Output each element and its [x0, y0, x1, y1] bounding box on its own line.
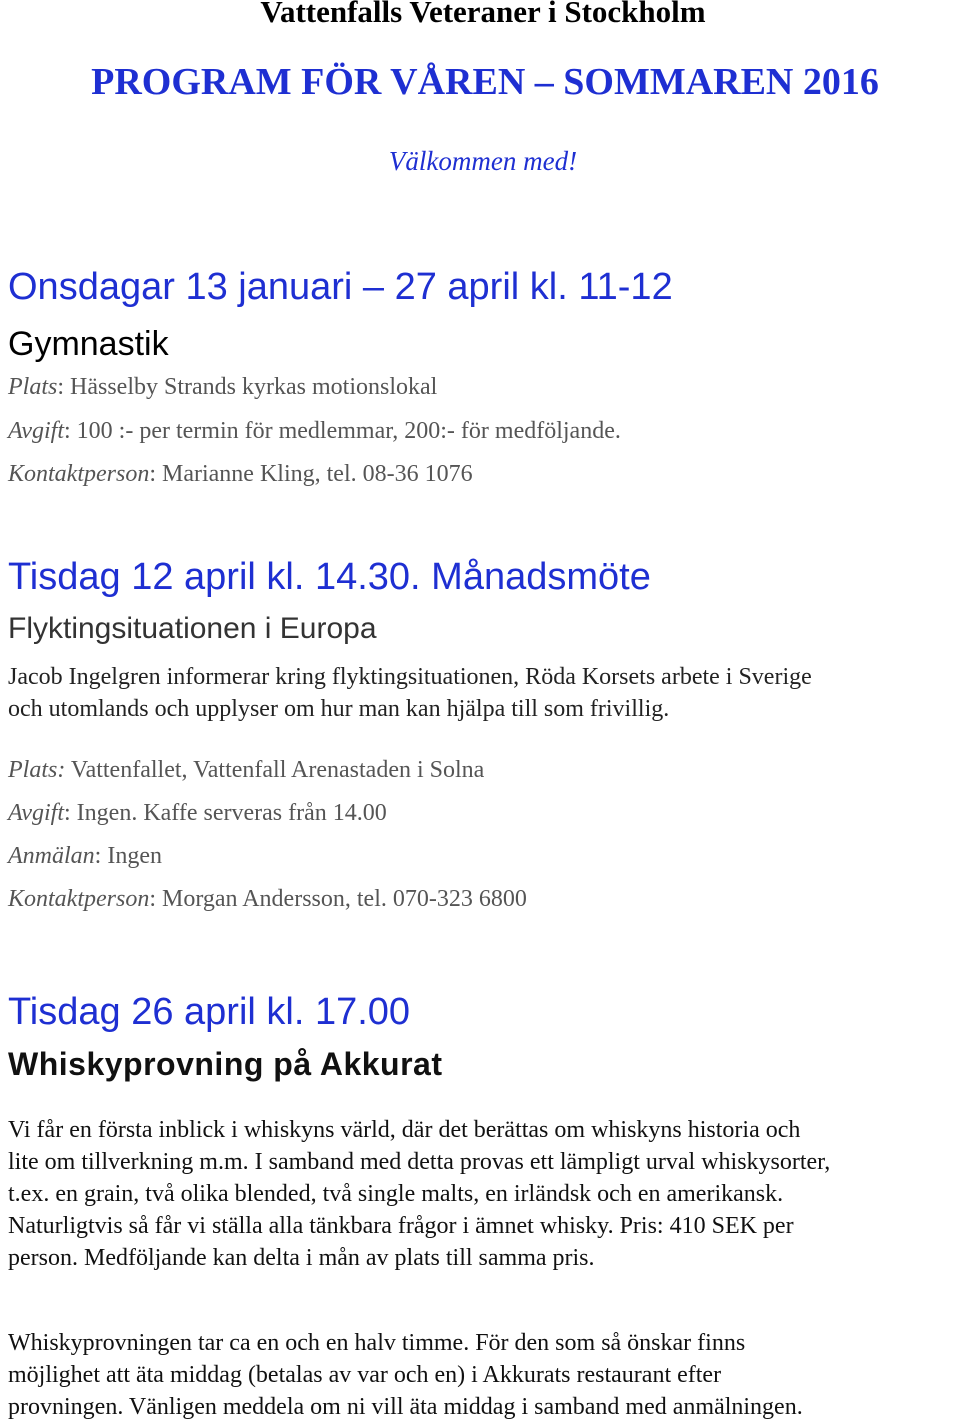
meeting-description-line: och utomlands och upplyser om hur man kan hjälpa till som frivillig. [8, 696, 670, 722]
signup-value: : Ingen [94, 843, 162, 869]
meeting-contact [8, 886, 527, 913]
contact-value: : Marianne Kling, tel. 08-36 1076 [149, 461, 473, 487]
meeting-title: Flyktingsituationen i Europa [8, 612, 377, 645]
place-value: : Hässelby Strands kyrkas motionslokal [57, 374, 438, 400]
meeting-fee [8, 800, 387, 827]
gymnastics-date: Onsdagar 13 januari – 27 april kl. 11-12 [8, 266, 673, 308]
welcome-text: Välkommen med! [388, 146, 578, 176]
fee-label: Avgift [8, 418, 64, 444]
whisky-paragraph-line: provningen. Vänligen meddela om ni vill äta middag i samband med anmälningen. [8, 1394, 803, 1420]
fee-value: : 100 :- per termin för medlemmar, 200:- för medföljande. [64, 418, 621, 444]
fee-label: Avgift [8, 800, 64, 826]
whisky-date: Tisdag 26 april kl. 17.00 [8, 991, 411, 1033]
signup-label: Anmälan [8, 843, 95, 869]
program-title: PROGRAM FÖR VÅREN – SOMMAREN 2016 [91, 61, 879, 103]
gymnastics-place [8, 374, 437, 401]
whisky-paragraph-line: person. Medföljande kan delta i mån av plats till samma pris. [8, 1245, 595, 1271]
meeting-signup [8, 843, 162, 870]
place-value: Vattenfallet, Vattenfall Arenastaden i Solna [65, 757, 485, 783]
gymnastics-title: Gymnastik [8, 325, 169, 363]
whisky-paragraph-line: Naturligtvis så får vi ställa alla tänkbara frågor i ämnet whisky. Pris: 410 SEK per [8, 1213, 794, 1239]
whisky-paragraph-line: möjlighet att äta middag (betalas av var och en) i Akkurats restaurant efter [8, 1362, 722, 1388]
fee-value: : Ingen. Kaffe serveras från 14.00 [64, 800, 387, 826]
meeting-place [8, 757, 484, 784]
whisky-title: Whiskyprovning på Akkurat [8, 1046, 443, 1082]
meeting-date: Tisdag 12 april kl. 14.30. Månadsmöte [8, 556, 651, 598]
whisky-paragraph-line: lite om tillverkning m.m. I samband med detta provas ett lämpligt urval whiskysorter, [8, 1149, 831, 1175]
contact-label: Kontaktperson [8, 461, 150, 487]
gymnastics-fee [8, 418, 621, 445]
contact-value: : Morgan Andersson, tel. 070-323 6800 [149, 886, 527, 912]
meeting-description-line: Jacob Ingelgren informerar kring flyktingsituationen, Röda Korsets arbete i Sverige [8, 664, 812, 690]
place-label: Plats [8, 374, 58, 400]
gymnastics-contact [8, 461, 473, 488]
contact-label: Kontaktperson [8, 886, 150, 912]
organization-title: Vattenfalls Veteraner i Stockholm [260, 0, 706, 29]
whisky-paragraph-line: Vi får en första inblick i whiskyns värld, där det berättas om whiskyns historia och [8, 1117, 801, 1143]
place-label: Plats: [8, 757, 66, 783]
whisky-paragraph-line: Whiskyprovningen tar ca en och en halv timme. För den som så önskar finns [8, 1330, 746, 1356]
whisky-paragraph-line: t.ex. en grain, två olika blended, två single malts, en irländsk och en amerikansk. [8, 1181, 784, 1207]
